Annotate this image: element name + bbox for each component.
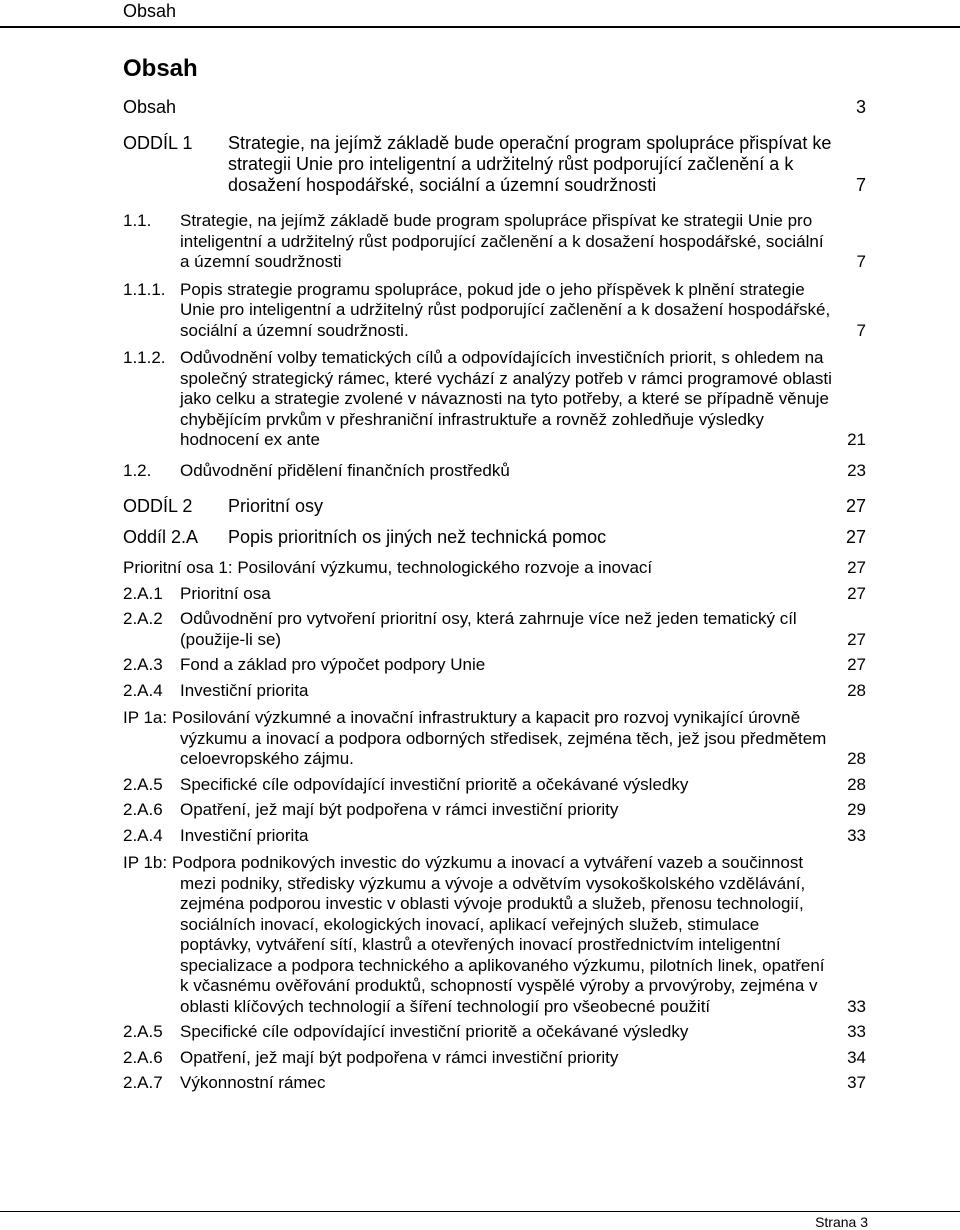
toc-page-number: 7 [855,175,866,195]
toc-entry[interactable] [123,280,866,342]
toc-page-number: 7 [856,320,866,340]
toc-entry-label: 2.A.6 [123,1047,163,1067]
toc-entry-label: 2.A.3 [123,655,163,674]
toc-entry[interactable] [123,461,866,482]
toc-entry-label: 1.1.2. [123,348,166,367]
toc-entry[interactable] [123,527,866,548]
footer-divider [0,1211,960,1212]
toc-page-number: 27 [847,583,866,603]
page-number-footer: Strana 3 [815,1214,868,1230]
toc-entry-text: Specifické cíle odpovídající investiční prioritě a očekávané výsledky [180,774,689,794]
toc-entry[interactable] [123,1048,866,1069]
toc-page-number: 33 [847,1022,866,1041]
toc-page-number: 37 [847,1073,866,1092]
toc-page-number: 27 [847,629,866,649]
toc-entry-label: 2.A.4 [123,680,163,700]
toc-entry[interactable] [123,775,866,796]
toc-page-number: 29 [847,800,866,819]
toc-entry-text: Odůvodnění volby tematických cílů a odpovídajících investičních priorit, s ohledem na společný strategický rámec, které vychází z analýzy potřeb v rámci programové oblasti jako celku a strategie zvolené v návaznosti na tyto potřeby, a které se případně věnuje chybějícím prvkům v přeshraniční infrastruktuře a rovněž zohledňuje výsledky hodnocení ex ante [180,348,832,449]
toc-entry-label: Oddíl 2.A [123,527,199,547]
toc-entry-text: Popis prioritních os jiných než technická pomoc [228,527,607,547]
toc-entry[interactable] [123,1073,866,1094]
toc-entry[interactable] [123,97,866,118]
toc-entry-label: 2.A.4 [123,825,163,845]
toc-entry-text: Výkonnostní rámec [180,1073,326,1092]
toc-entry-text: Strategie, na jejímž základě bude operační program spolupráce přispívat ke strategii Unie pro inteligentní a udržitelný růst podporující začlenění a k dosažení hospodářské, sociální a územní soudržnosti [228,133,832,195]
header-divider [0,26,960,28]
toc-entry-text: Investiční priorita [180,680,309,700]
toc-entry-label: 1.2. [123,460,152,480]
toc-entry-text: IP 1b: Podpora podnikových investic do výzkumu a inovací a vytváření vazeb a součinnost mezi podniky, středisky výzkumu a vývoje a odvětvím vysokoškolského vzdělávání, zejména podporou investic v oblasti vývoje produktů a služeb, přenosu technologií, sociálních inovací, ekologických inovací, aplikací veřejných služeb, stimulace poptávky, vytváření sítí, klastrů a otevřených inovací prostřednictvím inteligentní specializace a podpora technického a aplikovaného výzkumu, pilotních linek, opatření k včasnému ověřování produktů, schopností vyspělé výroby a prvovýroby, zejména v oblasti klíčových technologií a šíření technologií pro všeobecné použití [123,853,825,1016]
table-of-contents [123,97,866,1094]
toc-entry-label: 1.1.1. [123,279,166,299]
toc-entry-text: Odůvodnění přidělení finančních prostředků [180,460,510,480]
toc-page-number: 27 [845,527,866,547]
toc-entry-text: Popis strategie programu spolupráce, pokud jde o jeho příspěvek k plnění strategie Unie pro inteligentní a udržitelný růst podporující začlenění a k dosažení hospodářské, sociální a územní soudržnosti. [180,279,831,340]
toc-entry[interactable] [123,211,866,273]
toc-entry[interactable] [123,853,866,1017]
running-header: Obsah [123,1,177,21]
toc-page-number: 33 [847,996,866,1016]
toc-entry-text: Odůvodnění pro vytvoření prioritní osy, která zahrnuje více než jeden tematický cíl (použije-li se) [180,609,797,649]
toc-page-number: 3 [855,97,866,117]
toc-entry[interactable] [123,708,866,770]
toc-page-number: 27 [847,558,866,577]
toc-entry-label: 2.A.5 [123,1022,163,1041]
toc-entry-text: IP 1a: Posilování výzkumné a inovační infrastruktury a kapacit pro rozvoj vynikající úrovně výzkumu a inovací a podpora odborných středisek, zejména těch, jež jsou předmětem celoevropského zájmu. [123,708,827,768]
toc-entry[interactable] [123,348,866,451]
toc-entry-text: Investiční priorita [180,825,309,845]
toc-entry[interactable] [123,496,866,517]
toc-entry-label: ODDÍL 1 [123,133,193,153]
toc-page-number: 33 [847,825,866,845]
toc-entry-text: Strategie, na jejímž základě bude program spolupráce přispívat ke strategii Unie pro inteligentní a udržitelný růst podporující začlenění a k dosažení hospodářské, sociální a územní soudržnosti [180,211,824,271]
toc-entry-text: Prioritní osa 1: Posilování výzkumu, technologického rozvoje a inovací [123,558,653,577]
toc-entry-label: 2.A.7 [123,1073,163,1092]
toc-entry-label: 1.1. [123,211,152,230]
toc-entry-text: Specifické cíle odpovídající investiční prioritě a očekávané výsledky [180,1022,689,1041]
toc-entry-text: Opatření, jež mají být podpořena v rámci investiční priority [180,800,619,819]
toc-entry-text: Prioritní osa [180,583,271,603]
toc-entry[interactable] [123,655,866,676]
toc-page-number: 23 [847,460,866,480]
toc-page-number: 27 [847,655,866,674]
toc-entry[interactable] [123,1022,866,1043]
toc-entry-text: Opatření, jež mají být podpořena v rámci investiční priority [180,1047,619,1067]
toc-page-number: 34 [847,1047,866,1067]
toc-page-number: 21 [847,430,866,449]
toc-entry[interactable] [123,681,866,702]
toc-page-number: 28 [847,774,866,794]
page-title: Obsah [123,55,198,82]
toc-entry-text: Fond a základ pro výpočet podpory Unie [180,655,486,674]
toc-page-number: 28 [847,680,866,700]
toc-entry-text: Obsah [123,97,177,117]
toc-entry-label: 2.A.6 [123,800,163,819]
toc-entry-label: 2.A.5 [123,774,163,794]
toc-entry-label: ODDÍL 2 [123,496,193,516]
toc-entry-label: 2.A.2 [123,609,163,628]
toc-page-number: 27 [845,496,866,516]
toc-page-number: 7 [856,252,866,271]
toc-entry-label: 2.A.1 [123,583,163,603]
toc-entry[interactable] [123,609,866,650]
toc-entry[interactable] [123,558,866,579]
toc-entry[interactable] [123,133,866,196]
toc-entry[interactable] [123,584,866,605]
toc-entry[interactable] [123,826,866,847]
toc-entry[interactable] [123,800,866,821]
toc-entry-text: Prioritní osy [228,496,324,516]
toc-page-number: 28 [847,749,866,768]
